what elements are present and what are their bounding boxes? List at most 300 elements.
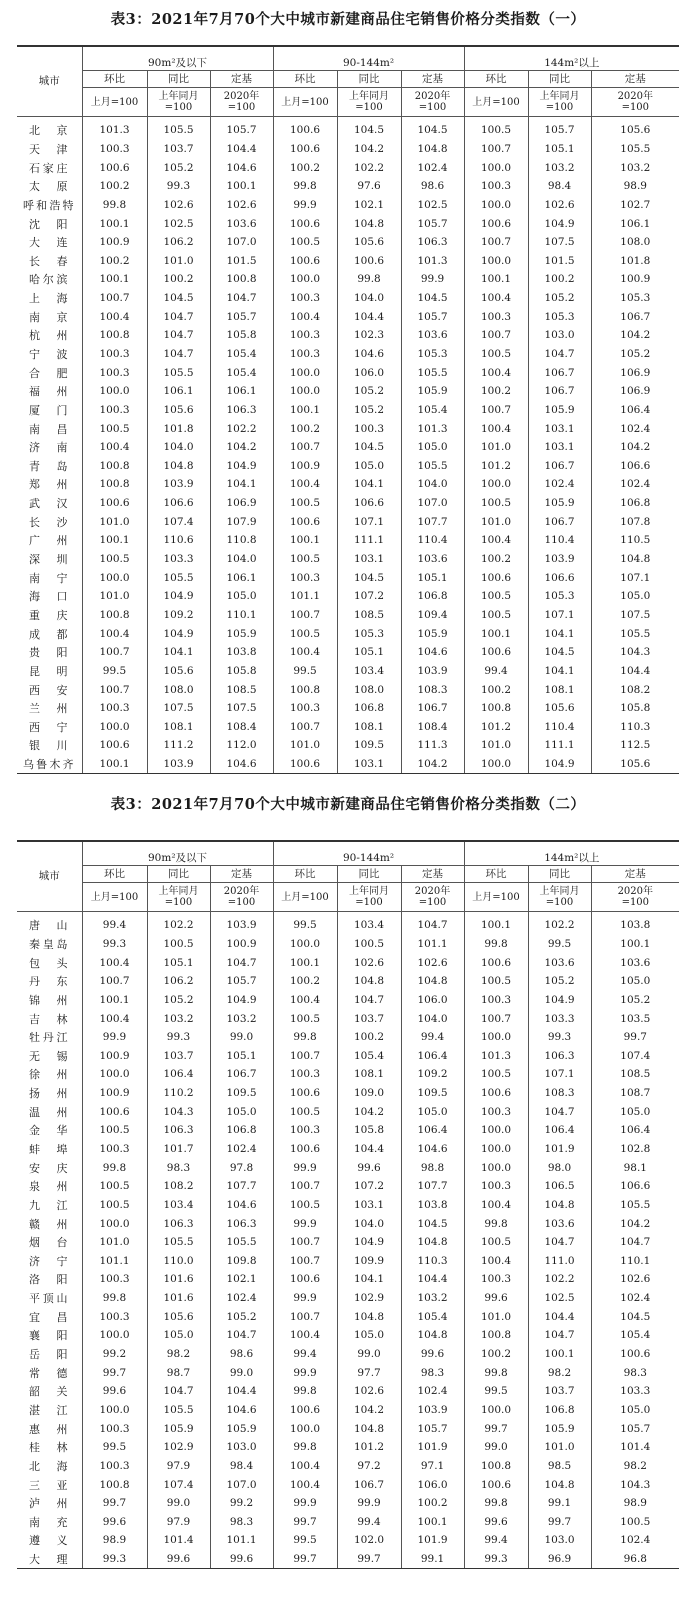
index-value: 101.0 xyxy=(464,438,528,457)
index-value: 101.8 xyxy=(147,419,210,438)
index-value: 105.5 xyxy=(591,624,679,643)
index-value: 106.8 xyxy=(528,1401,591,1420)
index-value: 103.4 xyxy=(337,912,401,935)
index-value: 101.2 xyxy=(464,457,528,476)
table-row xyxy=(17,1401,679,1420)
index-value: 103.8 xyxy=(401,1196,464,1215)
index-value: 105.3 xyxy=(528,307,591,326)
index-type-header: 同比 xyxy=(147,71,210,88)
city-name: 南宁 xyxy=(29,571,68,585)
index-value: 104.9 xyxy=(147,624,210,643)
index-type-header: 定基 xyxy=(210,71,273,88)
table-row xyxy=(17,401,679,420)
index-value: 112.0 xyxy=(210,736,273,755)
index-value: 97.8 xyxy=(210,1158,273,1177)
table-row xyxy=(17,1289,679,1308)
index-value: 104.5 xyxy=(591,1307,679,1326)
index-value: 99.4 xyxy=(82,912,147,935)
index-value: 105.0 xyxy=(591,1401,679,1420)
index-value: 100.5 xyxy=(273,624,337,643)
index-value: 98.2 xyxy=(591,1457,679,1476)
table-row xyxy=(17,1214,679,1233)
index-value: 100.4 xyxy=(82,438,147,457)
index-value: 105.2 xyxy=(528,972,591,991)
index-value: 99.9 xyxy=(273,1494,337,1513)
index-value: 100.0 xyxy=(82,1065,147,1084)
index-value: 100.0 xyxy=(464,251,528,270)
index-value: 100.2 xyxy=(273,158,337,177)
index-value: 100.7 xyxy=(273,1046,337,1065)
index-value: 100.0 xyxy=(464,475,528,494)
index-value: 99.8 xyxy=(464,1494,528,1513)
index-value: 99.5 xyxy=(82,1438,147,1457)
index-value: 100.3 xyxy=(82,363,147,382)
index-value: 105.9 xyxy=(147,1419,210,1438)
index-value: 100.5 xyxy=(464,494,528,513)
city-name: 安庆 xyxy=(29,1161,68,1175)
index-value: 101.9 xyxy=(401,1438,464,1457)
index-value: 105.3 xyxy=(528,587,591,606)
city-name: 哈尔滨 xyxy=(29,273,68,287)
city-name: 青岛 xyxy=(29,459,68,473)
index-value: 100.4 xyxy=(273,991,337,1010)
city-name: 福州 xyxy=(29,385,68,399)
index-value: 104.8 xyxy=(401,140,464,159)
index-value: 102.4 xyxy=(591,1531,679,1550)
index-value: 104.8 xyxy=(337,1419,401,1438)
index-value: 105.1 xyxy=(401,568,464,587)
index-value: 105.1 xyxy=(528,140,591,159)
city-name: 温州 xyxy=(29,1105,68,1119)
index-value: 105.6 xyxy=(147,662,210,681)
index-value: 112.5 xyxy=(591,736,679,755)
index-value: 105.0 xyxy=(147,1326,210,1345)
city-name: 桂林 xyxy=(29,1441,68,1455)
index-value: 103.3 xyxy=(528,1009,591,1028)
index-value: 106.8 xyxy=(337,699,401,718)
area-group-header: 90m²及以下 xyxy=(82,841,273,866)
city-name: 宜昌 xyxy=(29,1310,68,1324)
index-value: 99.7 xyxy=(591,1028,679,1047)
index-value: 100.4 xyxy=(82,953,147,972)
index-value: 107.1 xyxy=(337,512,401,531)
index-value: 104.2 xyxy=(210,438,273,457)
index-value: 100.7 xyxy=(82,289,147,308)
index-value: 104.3 xyxy=(147,1102,210,1121)
index-type-header: 同比 xyxy=(528,866,591,883)
index-value: 105.0 xyxy=(591,587,679,606)
city-name: 西宁 xyxy=(29,720,68,734)
index-value: 99.6 xyxy=(147,1550,210,1569)
index-value: 100.3 xyxy=(273,345,337,364)
index-value: 97.6 xyxy=(337,177,401,196)
table-row xyxy=(17,1494,679,1513)
city-name: 岳阳 xyxy=(29,1348,68,1362)
index-value: 104.8 xyxy=(401,1326,464,1345)
index-value: 103.7 xyxy=(147,140,210,159)
index-value: 100.3 xyxy=(273,289,337,308)
index-value: 104.1 xyxy=(337,475,401,494)
index-value: 103.1 xyxy=(337,1196,401,1215)
index-value: 104.2 xyxy=(337,1401,401,1420)
index-value: 107.7 xyxy=(401,512,464,531)
index-value: 96.8 xyxy=(591,1550,679,1569)
index-value: 99.6 xyxy=(464,1513,528,1532)
table-row xyxy=(17,1270,679,1289)
city-name: 南昌 xyxy=(29,422,68,436)
index-value: 99.4 xyxy=(273,1345,337,1364)
index-value: 105.3 xyxy=(591,289,679,308)
index-value: 97.2 xyxy=(337,1457,401,1476)
index-value: 103.2 xyxy=(591,158,679,177)
index-value: 104.8 xyxy=(147,457,210,476)
index-value: 105.7 xyxy=(401,307,464,326)
table-row xyxy=(17,606,679,625)
index-value: 102.4 xyxy=(591,419,679,438)
index-value: 100.0 xyxy=(273,270,337,289)
city-name: 长春 xyxy=(29,254,68,268)
index-value: 106.7 xyxy=(528,363,591,382)
index-value: 102.3 xyxy=(337,326,401,345)
table-row xyxy=(17,289,679,308)
index-base-header: 上年同月 =100 xyxy=(337,883,401,912)
index-value: 105.2 xyxy=(210,1307,273,1326)
index-value: 105.8 xyxy=(591,699,679,718)
table-row xyxy=(17,1363,679,1382)
city-name: 呼和浩特 xyxy=(23,198,74,212)
table-row xyxy=(17,972,679,991)
index-base-header: 上年同月 =100 xyxy=(337,88,401,117)
city-name: 烟台 xyxy=(29,1236,68,1250)
index-value: 101.4 xyxy=(147,1531,210,1550)
index-value: 104.5 xyxy=(401,289,464,308)
index-value: 104.2 xyxy=(591,438,679,457)
index-value: 100.0 xyxy=(464,755,528,774)
index-value: 100.3 xyxy=(464,1102,528,1121)
index-value: 100.1 xyxy=(82,214,147,233)
index-value: 105.9 xyxy=(401,382,464,401)
index-value: 106.9 xyxy=(591,363,679,382)
table-row xyxy=(17,1345,679,1364)
index-base-header: 上年同月 =100 xyxy=(528,88,591,117)
index-type-header: 定基 xyxy=(591,71,679,88)
index-value: 104.6 xyxy=(210,755,273,774)
index-value: 100.3 xyxy=(464,307,528,326)
index-value: 109.8 xyxy=(210,1252,273,1271)
index-value: 105.5 xyxy=(210,1233,273,1252)
index-value: 106.3 xyxy=(528,1046,591,1065)
city-name: 广州 xyxy=(29,534,68,548)
index-type-header: 定基 xyxy=(401,71,464,88)
index-value: 104.7 xyxy=(147,345,210,364)
index-value: 104.7 xyxy=(147,326,210,345)
table-row xyxy=(17,196,679,215)
index-value: 109.5 xyxy=(337,736,401,755)
index-value: 99.6 xyxy=(401,1345,464,1364)
index-base-header: 2020年 =100 xyxy=(591,88,679,117)
index-value: 101.6 xyxy=(147,1270,210,1289)
index-value: 100.4 xyxy=(273,307,337,326)
index-value: 100.3 xyxy=(464,177,528,196)
table-row xyxy=(17,326,679,345)
index-value: 102.2 xyxy=(337,158,401,177)
index-value: 110.8 xyxy=(210,531,273,550)
index-value: 100.4 xyxy=(464,1196,528,1215)
index-value: 105.7 xyxy=(591,1419,679,1438)
index-value: 101.0 xyxy=(147,251,210,270)
index-value: 100.5 xyxy=(82,419,147,438)
city-name: 韶关 xyxy=(29,1385,68,1399)
city-name: 湛江 xyxy=(29,1403,68,1417)
city-name: 西安 xyxy=(29,683,68,697)
index-value: 108.3 xyxy=(528,1084,591,1103)
index-value: 100.7 xyxy=(273,1307,337,1326)
index-value: 101.9 xyxy=(401,1531,464,1550)
index-value: 99.9 xyxy=(273,1214,337,1233)
index-value: 100.1 xyxy=(82,531,147,550)
index-value: 100.3 xyxy=(273,1121,337,1140)
index-value: 105.7 xyxy=(210,307,273,326)
index-value: 100.5 xyxy=(464,1233,528,1252)
index-value: 100.4 xyxy=(464,1252,528,1271)
index-value: 108.1 xyxy=(528,680,591,699)
index-value: 108.0 xyxy=(147,680,210,699)
index-value: 100.8 xyxy=(210,270,273,289)
city-name: 贵阳 xyxy=(29,646,68,660)
index-base-header: 2020年 =100 xyxy=(401,88,464,117)
index-value: 110.4 xyxy=(401,531,464,550)
index-value: 101.2 xyxy=(464,718,528,737)
index-type-header: 定基 xyxy=(401,866,464,883)
table-row xyxy=(17,158,679,177)
index-value: 104.6 xyxy=(401,1140,464,1159)
index-base-header: 上年同月 =100 xyxy=(147,883,210,912)
index-base-header: 上月=100 xyxy=(82,88,147,117)
index-value: 104.3 xyxy=(591,1475,679,1494)
table-row xyxy=(17,251,679,270)
index-value: 110.6 xyxy=(147,531,210,550)
index-value: 98.9 xyxy=(591,1494,679,1513)
index-value: 105.0 xyxy=(210,587,273,606)
city-name: 北海 xyxy=(29,1459,68,1473)
table-row xyxy=(17,953,679,972)
index-value: 100.0 xyxy=(82,1326,147,1345)
index-value: 99.9 xyxy=(401,270,464,289)
index-value: 99.4 xyxy=(464,1531,528,1550)
index-value: 100.1 xyxy=(464,270,528,289)
index-value: 100.1 xyxy=(210,177,273,196)
index-value: 100.7 xyxy=(82,643,147,662)
index-value: 99.0 xyxy=(464,1438,528,1457)
index-value: 100.6 xyxy=(82,494,147,513)
city-name: 泸州 xyxy=(29,1497,68,1511)
index-value: 100.0 xyxy=(82,568,147,587)
index-value: 99.8 xyxy=(273,177,337,196)
city-name: 南京 xyxy=(29,310,68,324)
index-value: 102.6 xyxy=(210,196,273,215)
index-value: 101.3 xyxy=(464,1046,528,1065)
index-base-header: 上年同月 =100 xyxy=(147,88,210,117)
index-value: 104.9 xyxy=(337,1233,401,1252)
index-value: 100.3 xyxy=(82,401,147,420)
index-value: 99.3 xyxy=(464,1550,528,1569)
index-value: 99.8 xyxy=(82,196,147,215)
index-value: 105.4 xyxy=(591,1326,679,1345)
index-value: 106.2 xyxy=(147,972,210,991)
index-type-header: 环比 xyxy=(82,866,147,883)
index-value: 104.2 xyxy=(591,326,679,345)
index-value: 101.0 xyxy=(464,1307,528,1326)
index-value: 103.4 xyxy=(147,1196,210,1215)
index-value: 99.4 xyxy=(337,1513,401,1532)
index-value: 100.8 xyxy=(82,606,147,625)
index-value: 99.4 xyxy=(464,662,528,681)
city-name: 重庆 xyxy=(29,608,68,622)
index-value: 102.5 xyxy=(401,196,464,215)
table-row xyxy=(17,494,679,513)
index-value: 103.6 xyxy=(210,214,273,233)
index-value: 107.5 xyxy=(528,233,591,252)
index-value: 104.9 xyxy=(528,755,591,774)
index-value: 100.3 xyxy=(273,699,337,718)
index-value: 102.0 xyxy=(337,1531,401,1550)
table-row xyxy=(17,680,679,699)
index-value: 110.3 xyxy=(591,718,679,737)
index-value: 105.9 xyxy=(401,624,464,643)
index-value: 105.7 xyxy=(401,214,464,233)
index-value: 105.8 xyxy=(210,662,273,681)
city-name: 海口 xyxy=(29,590,68,604)
index-value: 100.1 xyxy=(401,1513,464,1532)
index-value: 100.2 xyxy=(337,1028,401,1047)
index-value: 108.1 xyxy=(147,718,210,737)
index-value: 104.8 xyxy=(401,972,464,991)
index-value: 99.7 xyxy=(337,1550,401,1569)
table-row xyxy=(17,382,679,401)
index-value: 111.1 xyxy=(528,736,591,755)
table-row xyxy=(17,531,679,550)
index-value: 99.0 xyxy=(147,1494,210,1513)
city-name: 沈阳 xyxy=(29,217,68,231)
index-type-header: 同比 xyxy=(147,866,210,883)
index-value: 108.0 xyxy=(591,233,679,252)
index-value: 100.3 xyxy=(464,1177,528,1196)
table-row xyxy=(17,912,679,935)
table-row xyxy=(17,117,679,140)
index-value: 105.2 xyxy=(337,401,401,420)
index-value: 104.1 xyxy=(147,643,210,662)
index-value: 98.5 xyxy=(528,1457,591,1476)
index-value: 100.8 xyxy=(82,457,147,476)
city-name: 平顶山 xyxy=(29,1292,68,1306)
index-value: 106.0 xyxy=(401,991,464,1010)
city-name: 银川 xyxy=(29,739,68,753)
index-base-header: 上月=100 xyxy=(273,883,337,912)
index-value: 100.7 xyxy=(273,1252,337,1271)
index-value: 109.5 xyxy=(210,1084,273,1103)
index-value: 100.4 xyxy=(273,643,337,662)
city-column-header: 城市 xyxy=(17,841,82,912)
index-value: 100.9 xyxy=(82,1084,147,1103)
index-value: 101.0 xyxy=(82,512,147,531)
index-value: 101.3 xyxy=(401,251,464,270)
index-value: 98.7 xyxy=(147,1363,210,1382)
index-value: 104.9 xyxy=(147,587,210,606)
city-name: 成都 xyxy=(29,627,68,641)
index-value: 107.0 xyxy=(210,233,273,252)
index-value: 108.5 xyxy=(337,606,401,625)
index-value: 104.4 xyxy=(591,662,679,681)
index-value: 107.0 xyxy=(401,494,464,513)
index-value: 106.3 xyxy=(147,1121,210,1140)
index-value: 100.6 xyxy=(464,214,528,233)
index-value: 104.1 xyxy=(528,624,591,643)
index-value: 100.3 xyxy=(82,140,147,159)
index-value: 100.5 xyxy=(82,1121,147,1140)
table-row xyxy=(17,624,679,643)
index-value: 100.1 xyxy=(273,953,337,972)
index-value: 104.8 xyxy=(591,550,679,569)
index-value: 104.7 xyxy=(210,1326,273,1345)
table-row xyxy=(17,1457,679,1476)
index-value: 105.7 xyxy=(210,972,273,991)
index-value: 108.4 xyxy=(401,718,464,737)
index-value: 106.4 xyxy=(401,1046,464,1065)
index-value: 102.2 xyxy=(528,912,591,935)
index-value: 107.4 xyxy=(591,1046,679,1065)
index-value: 105.9 xyxy=(210,1419,273,1438)
index-value: 100.5 xyxy=(273,1009,337,1028)
index-value: 102.7 xyxy=(591,196,679,215)
price-index-table-1 xyxy=(17,45,679,774)
index-value: 100.6 xyxy=(273,1084,337,1103)
index-value: 100.5 xyxy=(273,494,337,513)
table-row xyxy=(17,699,679,718)
index-value: 100.0 xyxy=(273,363,337,382)
city-name: 郑州 xyxy=(29,478,68,492)
index-value: 104.1 xyxy=(337,1270,401,1289)
index-value: 101.5 xyxy=(210,251,273,270)
index-value: 102.2 xyxy=(210,419,273,438)
index-value: 98.9 xyxy=(82,1531,147,1550)
index-value: 108.2 xyxy=(591,680,679,699)
index-value: 105.6 xyxy=(147,401,210,420)
index-value: 105.0 xyxy=(591,972,679,991)
index-value: 100.6 xyxy=(273,251,337,270)
table-row xyxy=(17,1233,679,1252)
index-value: 104.5 xyxy=(401,117,464,140)
index-value: 106.7 xyxy=(337,1475,401,1494)
table-2-title: 表3：2021年7月70个大中城市新建商品住宅销售价格分类指数（二） xyxy=(110,796,586,813)
index-value: 106.8 xyxy=(401,587,464,606)
index-value: 100.8 xyxy=(464,1326,528,1345)
index-value: 104.8 xyxy=(337,972,401,991)
index-value: 102.6 xyxy=(147,196,210,215)
index-type-header: 环比 xyxy=(464,71,528,88)
index-value: 100.2 xyxy=(464,382,528,401)
index-value: 110.5 xyxy=(591,531,679,550)
index-value: 99.0 xyxy=(210,1028,273,1047)
index-value: 105.4 xyxy=(401,1307,464,1326)
index-value: 99.7 xyxy=(273,1513,337,1532)
index-value: 101.4 xyxy=(591,1438,679,1457)
index-value: 100.6 xyxy=(273,140,337,159)
table-row xyxy=(17,419,679,438)
index-value: 105.0 xyxy=(337,457,401,476)
table-row xyxy=(17,177,679,196)
table-row xyxy=(17,1438,679,1457)
index-value: 99.7 xyxy=(82,1363,147,1382)
